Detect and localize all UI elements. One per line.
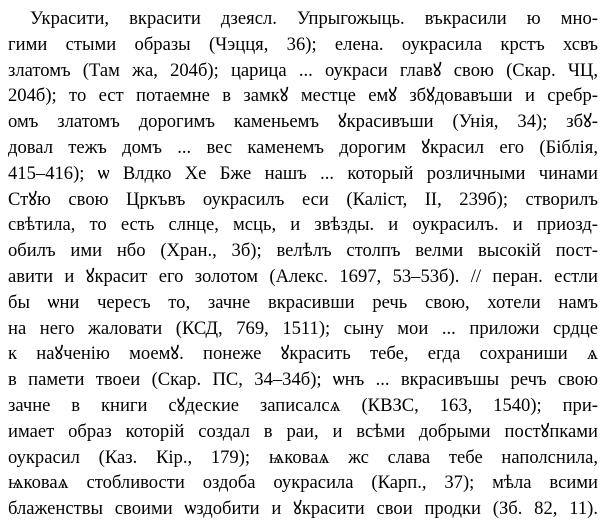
entry-line: имает образ которій создал в раи, и всѣми добрыми постꙋпками: [8, 420, 598, 442]
entry-line: в памети твоеи (Скар. ПС, 34–34б); ѡнъ ... вкрасивъшы речъ свою: [8, 369, 598, 391]
entry-line: Украсити, вкрасити дзеясл. Упрыгожыць. въкрасили ю мно-: [30, 8, 598, 29]
entry-line: зачне в книги сꙋдеские записалсѧ (КВЗС, 163, 1540); при-: [8, 394, 598, 416]
entry-line: свѣтила, то есть слнце, мсць, и звѣзды. и оукрасилъ. и приозд-: [8, 214, 598, 236]
entry-line: обилъ ими нбо (Хран., 3б); велѣлъ столпъ велми высокій пост-: [8, 240, 598, 262]
entry-line: Стꙋю свою Цркъвъ оукрасилъ еси (Каліст, II, 239б); створилъ: [8, 188, 598, 210]
entry-line: 415–416); ѡ Влдко Хе Бже нашъ ... который розличными чинами: [8, 162, 598, 184]
entry-line: златомъ (Там жа, 204б); царица ... оукраси главꙋ свою (Скар. ЧЦ,: [8, 59, 598, 81]
entry-line: бы ѡни чересъ то, зачне вкрасивши речь свою, хотели намъ: [8, 291, 598, 313]
entry-line: блаженствы своими ѡздобити и ꙋкрасити свои продки (Зб. 82, 11).: [8, 498, 598, 520]
entry-line: гими стыми образы (Чэцця, 36); елена. оукрасила крстъ хсвъ: [8, 33, 598, 55]
entry-line: довал тежъ домъ ... вес каменемъ дорогим ꙋкрасил его (Біблія,: [8, 136, 598, 158]
entry-line: оукрасил (Каз. Кір., 179); ѩковаѧ жс слава тебе наполснила,: [8, 446, 598, 468]
entry-line: ѩковаѧ стобливости оздоба оукрасила (Карп., 37); мѣла всими: [8, 472, 598, 494]
entry-line: авити и ꙋкрасит его золотом (Алекс. 1697, 53–53б). // перан. естли: [8, 265, 598, 287]
entry-line: на него жаловати (КСД, 769, 1511); сыну мои ... приложи срдце: [8, 317, 598, 339]
entry-line: омъ златомъ дорогимъ каменьемъ ꙋкрасивъши (Унія, 34); збꙋ-: [8, 111, 598, 133]
entry-line: к наꙋченію моемꙋ. понеже ꙋкрасить тебе, егда сохраниши ѧ: [8, 343, 598, 365]
entry-line: 204б); то ест потаемне в замкꙋ местце емꙋ збꙋдовавъши и сребр-: [8, 85, 598, 107]
